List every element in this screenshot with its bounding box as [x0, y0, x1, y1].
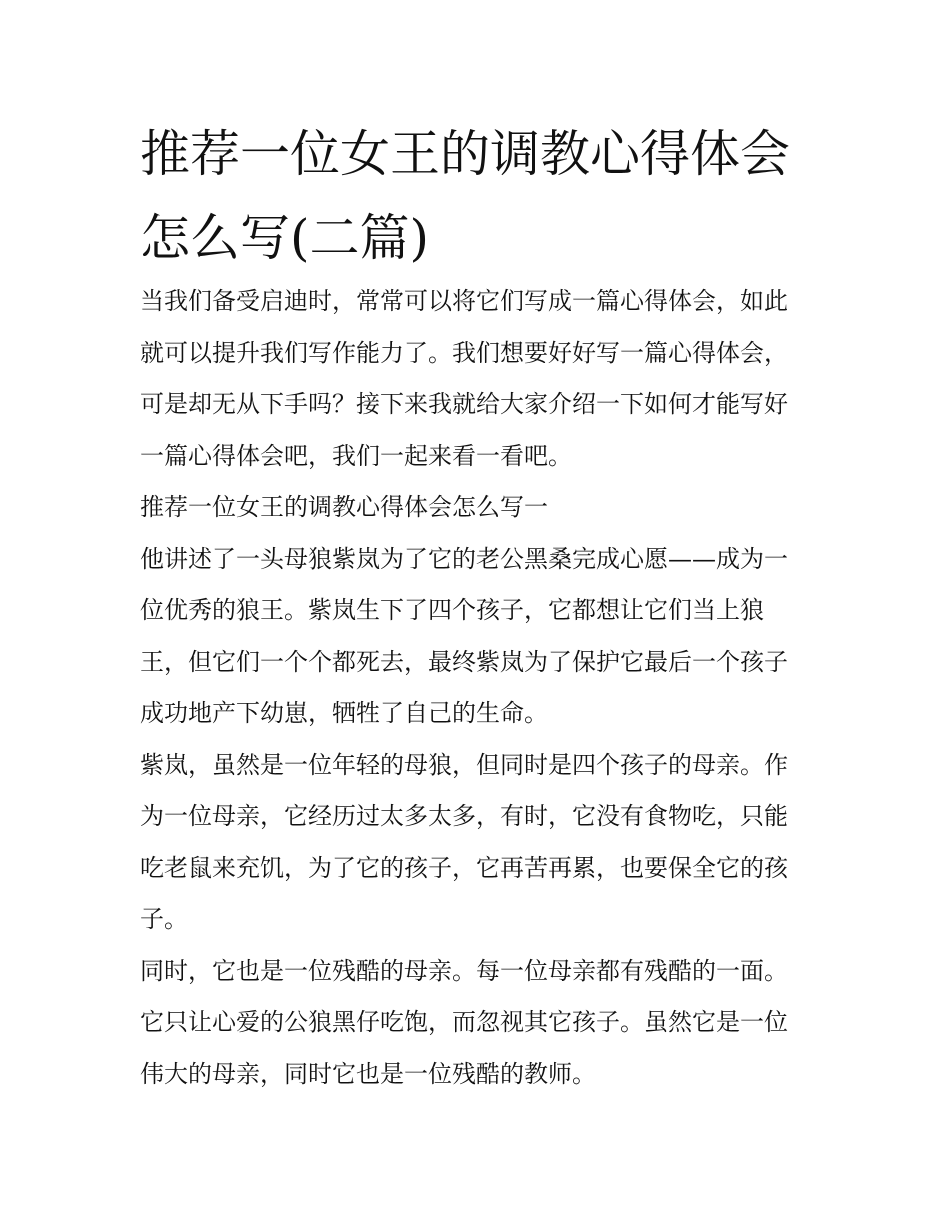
document-title — [140, 112, 820, 280]
text-line: 推荐一位女王的调教心得体会怎么写一 — [140, 493, 548, 521]
text-line: 王，但它们一个个都死去，最终紫岚为了保护它最后一个孩子 — [140, 647, 788, 676]
text-line: 一篇心得体会吧，我们一起来看一看吧。 — [140, 441, 572, 470]
text-line: 它只让心爱的公狼黑仔吃饱，而忽视其它孩子。虽然它是一位 — [140, 1008, 788, 1036]
title-line-2: 怎么写(二篇) — [140, 209, 430, 267]
text-line: 紫岚，虽然是一位年轻的母狼，但同时是四个孩子的母亲。作 — [140, 750, 788, 779]
text-line: 他讲述了一头母狼紫岚为了它的老公黑桑完成心愿——成为一 — [140, 544, 788, 573]
text-line: 吃老鼠来充饥，为了它的孩子，它再苦再累，也要保全它的孩 — [140, 853, 788, 882]
character-paragraph — [140, 740, 820, 946]
reflection-paragraph — [140, 946, 820, 1101]
story-paragraph — [140, 534, 820, 740]
text-line: 可是却无从下手吗？接下来我就给大家介绍一下如何才能写好 — [140, 390, 788, 418]
document-body — [140, 276, 820, 1100]
text-line: 子。 — [140, 905, 188, 933]
text-line: 成功地产下幼崽，牺牲了自己的生命。 — [140, 699, 548, 727]
text-line: 就可以提升我们写作能力了。我们想要好好写一篇心得体会， — [140, 338, 788, 367]
text-line: 为一位母亲，它经历过太多太多，有时，它没有食物吃，只能 — [140, 802, 788, 830]
text-line: 位优秀的狼王。紫岚生下了四个孩子，它都想让它们当上狼 — [140, 596, 764, 624]
section-heading — [140, 482, 820, 534]
title-line-1: 推荐一位女王的调教心得体会 — [140, 125, 790, 183]
intro-paragraph — [140, 276, 820, 482]
text-line: 同时，它也是一位残酷的母亲。每一位母亲都有残酷的一面。 — [140, 956, 788, 985]
text-line: 当我们备受启迪时，常常可以将它们写成一篇心得体会，如此 — [140, 287, 788, 315]
text-line: 伟大的母亲，同时它也是一位残酷的教师。 — [140, 1059, 596, 1088]
